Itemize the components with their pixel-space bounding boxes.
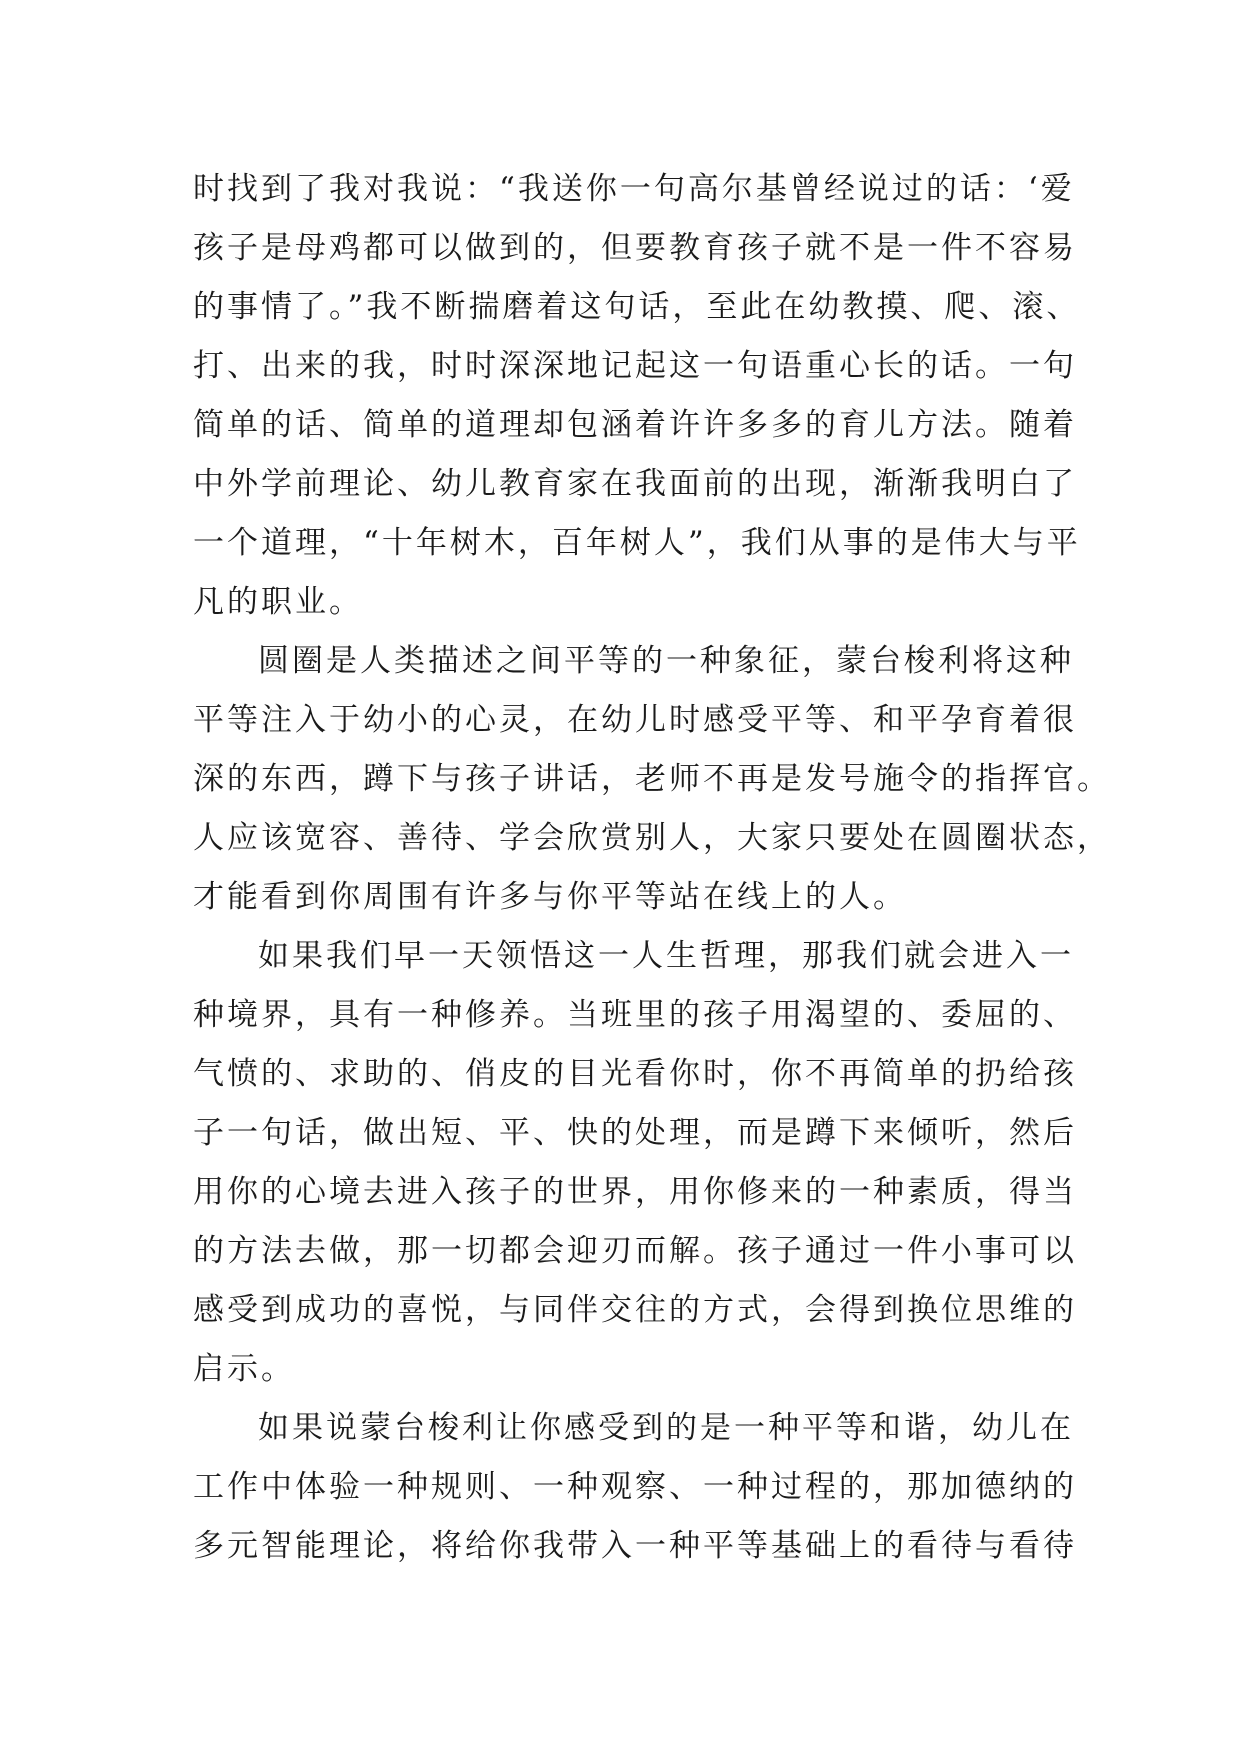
text-line: 用你的心境去进入孩子的世界，用你修来的一种素质，得当 xyxy=(193,1174,1077,1210)
text-line: 的事情了。”我不断揣磨着这句话，至此在幼教摸、爬、滚、 xyxy=(193,289,1081,325)
text-line: 凡的职业。 xyxy=(193,584,363,620)
text-line: 种境界，具有一种修养。当班里的孩子用渴望的、委屈的、 xyxy=(193,997,1077,1033)
text-line: 才能看到你周围有许多与你平等站在线上的人。 xyxy=(193,879,907,915)
text-line: 深的东西，蹲下与孩子讲话，老师不再是发号施令的指挥官。 xyxy=(193,761,1111,797)
text-line: 感受到成功的喜悦，与同伴交往的方式，会得到换位思维的 xyxy=(193,1292,1077,1328)
text-line: 简单的话、简单的道理却包涵着许许多多的育儿方法。随着 xyxy=(193,407,1077,443)
text-line: 气愤的、求助的、俏皮的目光看你时，你不再简单的扔给孩 xyxy=(193,1056,1077,1092)
text-line: 人应该宽容、善待、学会欣赏别人，大家只要处在圆圈状态， xyxy=(193,820,1111,856)
text-line: 一个道理，“十年树木，百年树人”，我们从事的是伟大与平 xyxy=(193,525,1081,561)
text-line: 如果说蒙台梭利让你感受到的是一种平等和谐，幼儿在 xyxy=(258,1410,1074,1446)
text-line: 启示。 xyxy=(193,1351,295,1387)
text-line: 孩子是母鸡都可以做到的，但要教育孩子就不是一件不容易 xyxy=(193,230,1077,266)
text-line: 如果我们早一天领悟这一人生哲理，那我们就会进入一 xyxy=(258,938,1074,974)
text-line: 子一句话，做出短、平、快的处理，而是蹲下来倾听，然后 xyxy=(193,1115,1077,1151)
document-body xyxy=(193,160,1111,1576)
text-line: 打、出来的我，时时深深地记起这一句语重心长的话。一句 xyxy=(193,348,1077,384)
text-line: 的方法去做，那一切都会迎刃而解。孩子通过一件小事可以 xyxy=(193,1233,1077,1269)
text-line: 平等注入于幼小的心灵，在幼儿时感受平等、和平孕育着很 xyxy=(193,702,1077,738)
text-line: 工作中体验一种规则、一种观察、一种过程的，那加德纳的 xyxy=(193,1469,1077,1505)
text-line: 中外学前理论、幼儿教育家在我面前的出现，渐渐我明白了 xyxy=(193,466,1077,502)
text-line: 圆圈是人类描述之间平等的一种象征，蒙台梭利将这种 xyxy=(258,643,1074,679)
text-line: 多元智能理论，将给你我带入一种平等基础上的看待与看待 xyxy=(193,1528,1077,1564)
text-line: 时找到了我对我说：“我送你一句高尔基曾经说过的话：‘爱 xyxy=(193,171,1075,207)
